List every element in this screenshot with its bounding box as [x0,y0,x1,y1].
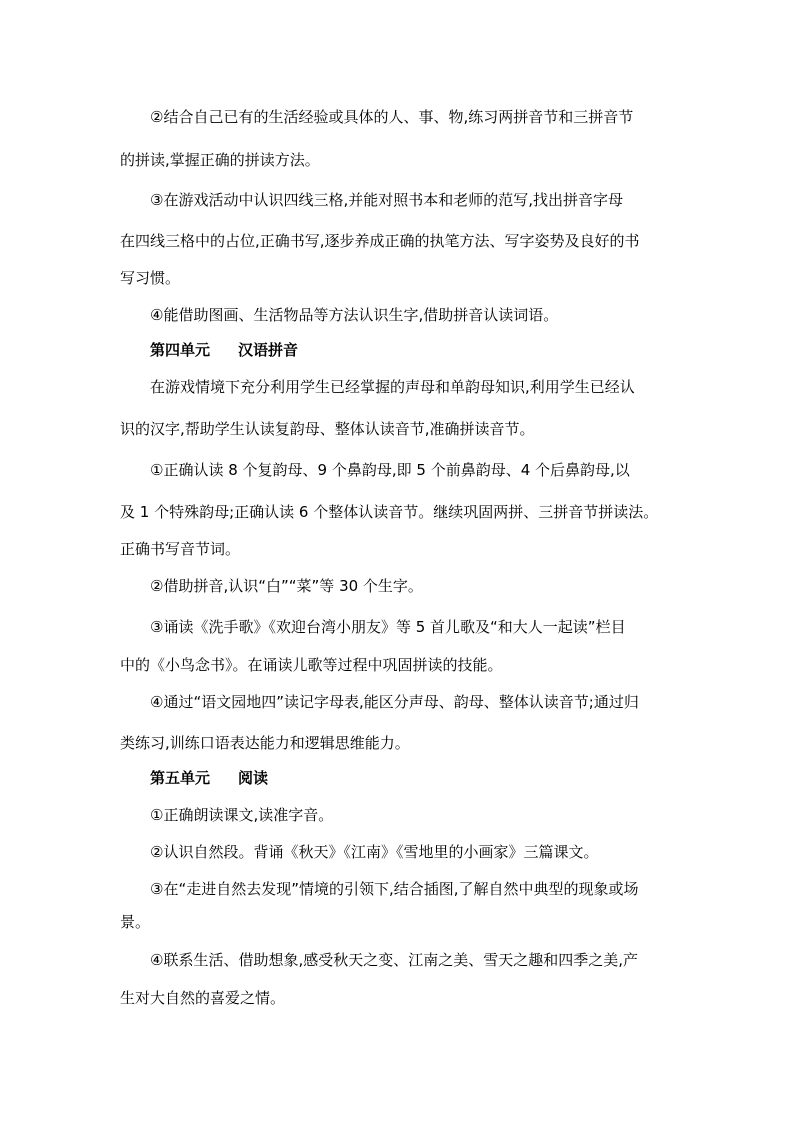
unit4-intro-line1: 在游戏情境下充分利用学生已经掌握的声母和单韵母知识,利用学生已经认 [150,378,635,396]
unit4-item4-line1: ④通过“语文园地四”读记字母表,能区分声母、韵母、整体认读音节;通过归 [150,693,639,711]
unit4-heading [150,340,680,360]
unit5-item4-line1: ④联系生活、借助想象,感受秋天之变、江南之美、雪天之趣和四季之美,产 [150,951,638,969]
unit4-item3-line2: 中的《小鸟念书》。在诵读儿歌等过程中巩固拼读的技能。 [120,656,503,674]
unit4-item1-line1: ①正确认读 8 个复韵母、9 个鼻韵母,即 5 个前鼻韵母、4 个后鼻韵母,以 [150,461,630,479]
unit4-intro-line2: 识的汉字,帮助学生认读复韵母、整体认读音节,准确拼读音节。 [120,420,535,438]
unit4-item4-line2: 类练习,训练口语表达能力和逻辑思维能力。 [120,734,410,752]
unit5-heading [150,768,680,788]
unit4-item2-line1: ②借助拼音,认识“白”“菜”等 30 个生字。 [150,577,423,595]
unit3-item2-line2: 的拼读,掌握正确的拼读方法。 [120,151,320,169]
unit4-item1-line3: 正确书写音节词。 [120,540,241,558]
unit4-item1-line2: 及 1 个特殊韵母;正确认读 6 个整体认读音节。继续巩固两拼、三拼音节拼读法。 [120,503,659,521]
unit5-item3-line1: ③在“走进自然去发现”情境的引领下,结合插图,了解自然中典型的现象或场 [150,880,639,898]
unit5-item2-line1: ②认识自然段。背诵《秋天》《江南》《雪地里的小画家》三篇课文。 [150,843,599,861]
unit5-item1-line1: ①正确朗读课文,读准字音。 [150,806,334,824]
unit4-item3-line1: ③诵读《洗手歌》《欢迎台湾小朋友》等 5 首儿歌及“和大人一起读”栏目 [150,618,626,636]
unit5-heading-number: 第五单元 [150,769,211,787]
unit3-item3-line2: 在四线三格中的占位,正确书写,逐步养成正确的执笔方法、写字姿势及良好的书 [120,232,640,250]
unit5-item4-line2: 生对大自然的喜爱之情。 [120,989,286,1007]
unit3-item2-line1: ②结合自己已有的生活经验或具体的人、事、物,练习两拼音节和三拼音节 [150,108,634,126]
unit3-item4-line1: ④能借助图画、生活物品等方法认识生字,借助拼音认读词语。 [150,306,559,324]
unit4-heading-number: 第四单元 [150,341,211,359]
unit4-heading-title: 汉语拼音 [238,341,299,359]
unit5-heading-title: 阅读 [238,769,269,787]
unit3-item3-line1: ③在游戏活动中认识四线三格,并能对照书本和老师的范写,找出拼音字母 [150,191,623,209]
unit5-item3-line2: 景。 [120,913,151,931]
unit3-item3-line3: 写习惯。 [120,269,181,287]
